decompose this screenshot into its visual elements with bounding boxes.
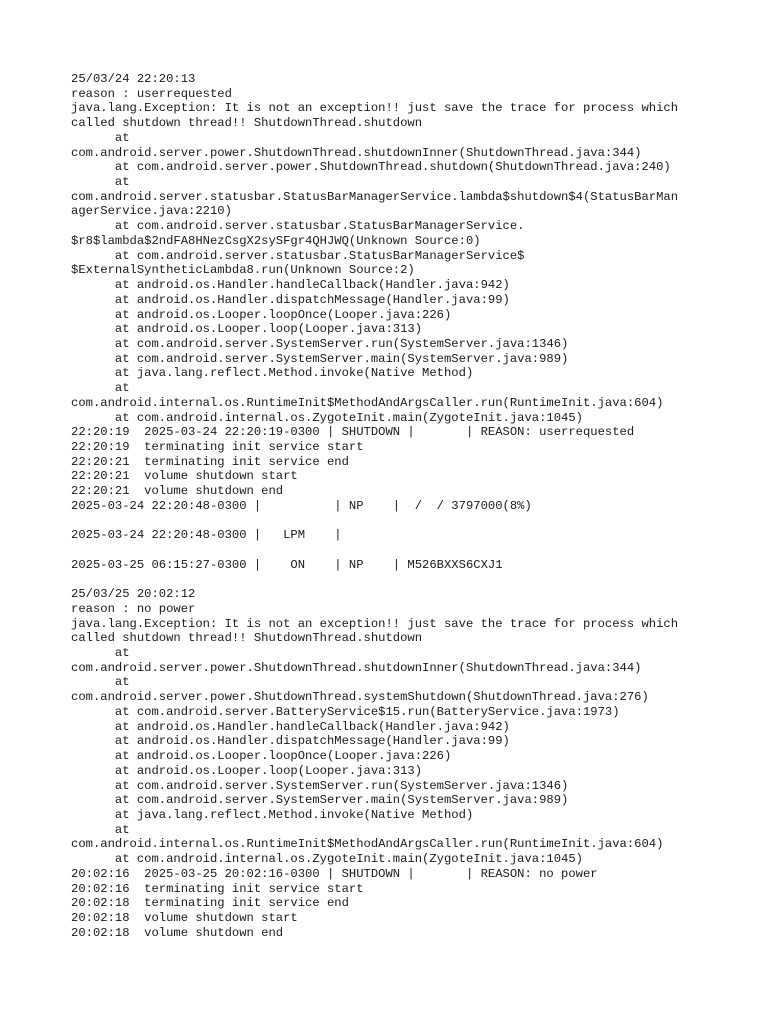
log-line: at [71, 675, 130, 690]
log-line: 20:02:18 terminating init service end [71, 896, 349, 911]
log-line: at com.android.server.power.ShutdownThread.shutdown(ShutdownThread.java:240) [71, 160, 671, 175]
log-line: at android.os.Looper.loopOnce(Looper.java:226) [71, 749, 452, 764]
log-line: 22:20:19 2025-03-24 22:20:19-0300 | SHUTDOWN | | REASON: userrequested [71, 425, 635, 440]
log-line [71, 543, 711, 558]
log-line: at com.android.internal.os.ZygoteInit.main(ZygoteInit.java:1045) [71, 852, 583, 867]
log-line: at java.lang.reflect.Method.invoke(Native Method) [71, 366, 474, 381]
log-line: 25/03/24 22:20:13 [71, 72, 196, 86]
log-line: at android.os.Handler.dispatchMessage(Handler.java:99) [71, 292, 510, 307]
log-line: com.android.server.power.ShutdownThread.systemShutdown(ShutdownThread.java:276) [71, 690, 649, 705]
log-line: java.lang.Exception: It is not an exception!! just save the trace for process which [71, 616, 679, 631]
log-line: called shutdown thread!! ShutdownThread.shutdown [71, 116, 423, 131]
log-line: 25/03/25 20:02:12 [71, 587, 196, 602]
log-line: $r8$lambda$2ndFA8HNezCsgX2sySFgr4QHJWQ(Unknown Source:0) [71, 233, 481, 248]
log-line: 20:02:16 terminating init service start [71, 881, 364, 896]
log-line: at android.os.Handler.handleCallback(Handler.java:942) [71, 278, 510, 293]
log-line: 22:20:21 terminating init service end [71, 454, 349, 469]
shutdown-log-text [71, 72, 711, 940]
log-line: java.lang.Exception: It is not an exception!! just save the trace for process which [71, 101, 679, 116]
log-line: at android.os.Looper.loopOnce(Looper.java:226) [71, 307, 452, 322]
log-line: at [71, 646, 130, 661]
log-line: at android.os.Handler.dispatchMessage(Handler.java:99) [71, 734, 510, 749]
log-line: 2025-03-25 06:15:27-0300 | ON | NP | M526BXXS6CXJ1 [71, 557, 503, 572]
log-line: at android.os.Looper.loop(Looper.java:313) [71, 763, 423, 778]
log-line: 22:20:19 terminating init service start [71, 439, 364, 454]
log-line: com.android.server.power.ShutdownThread.shutdownInner(ShutdownThread.java:344) [71, 145, 642, 160]
log-line: at java.lang.reflect.Method.invoke(Native Method) [71, 807, 474, 822]
log-line [71, 572, 711, 587]
log-line: 20:02:16 2025-03-25 20:02:16-0300 | SHUTDOWN | | REASON: no power [71, 866, 598, 881]
log-line: at [71, 381, 130, 396]
log-line: com.android.server.statusbar.StatusBarManagerService.lambda$shutdown$4(StatusBarMan [71, 189, 679, 204]
log-line: called shutdown thread!! ShutdownThread.shutdown [71, 631, 423, 646]
log-line: 2025-03-24 22:20:48-0300 | | NP | / / 3797000(8%) [71, 498, 532, 513]
log-line: reason : userrequested [71, 86, 232, 101]
log-line: 20:02:18 volume shutdown start [71, 910, 298, 925]
log-line: at com.android.server.statusbar.StatusBarManagerService. [71, 219, 525, 234]
log-line: at android.os.Looper.loop(Looper.java:313) [71, 322, 423, 337]
log-line: 22:20:21 volume shutdown end [71, 484, 284, 499]
log-line: at com.android.server.SystemServer.main(SystemServer.java:989) [71, 793, 569, 808]
log-line [71, 514, 711, 529]
log-line: 22:20:21 volume shutdown start [71, 469, 298, 484]
log-line: at [71, 130, 130, 145]
log-line: com.android.internal.os.RuntimeInit$MethodAndArgsCaller.run(RuntimeInit.java:604) [71, 837, 664, 852]
log-line: agerService.java:2210) [71, 204, 232, 219]
log-line: 2025-03-24 22:20:48-0300 | LPM | [71, 528, 342, 543]
log-line: at com.android.server.SystemServer.run(SystemServer.java:1346) [71, 778, 569, 793]
log-line: reason : no power [71, 601, 196, 616]
log-line: at com.android.server.SystemServer.main(SystemServer.java:989) [71, 351, 569, 366]
log-line: at [71, 175, 130, 190]
log-line: at com.android.server.BatteryService$15.run(BatteryService.java:1973) [71, 704, 620, 719]
log-line: 20:02:18 volume shutdown end [71, 925, 284, 940]
log-line: $ExternalSyntheticLambda8.run(Unknown Source:2) [71, 263, 415, 278]
log-line: at android.os.Handler.handleCallback(Handler.java:942) [71, 719, 510, 734]
log-line: com.android.internal.os.RuntimeInit$MethodAndArgsCaller.run(RuntimeInit.java:604) [71, 395, 664, 410]
log-line: com.android.server.power.ShutdownThread.shutdownInner(ShutdownThread.java:344) [71, 660, 642, 675]
log-line: at com.android.internal.os.ZygoteInit.main(ZygoteInit.java:1045) [71, 410, 583, 425]
log-line: at [71, 822, 130, 837]
log-line: at com.android.server.statusbar.StatusBarManagerService$ [71, 248, 525, 263]
log-line: at com.android.server.SystemServer.run(SystemServer.java:1346) [71, 336, 569, 351]
